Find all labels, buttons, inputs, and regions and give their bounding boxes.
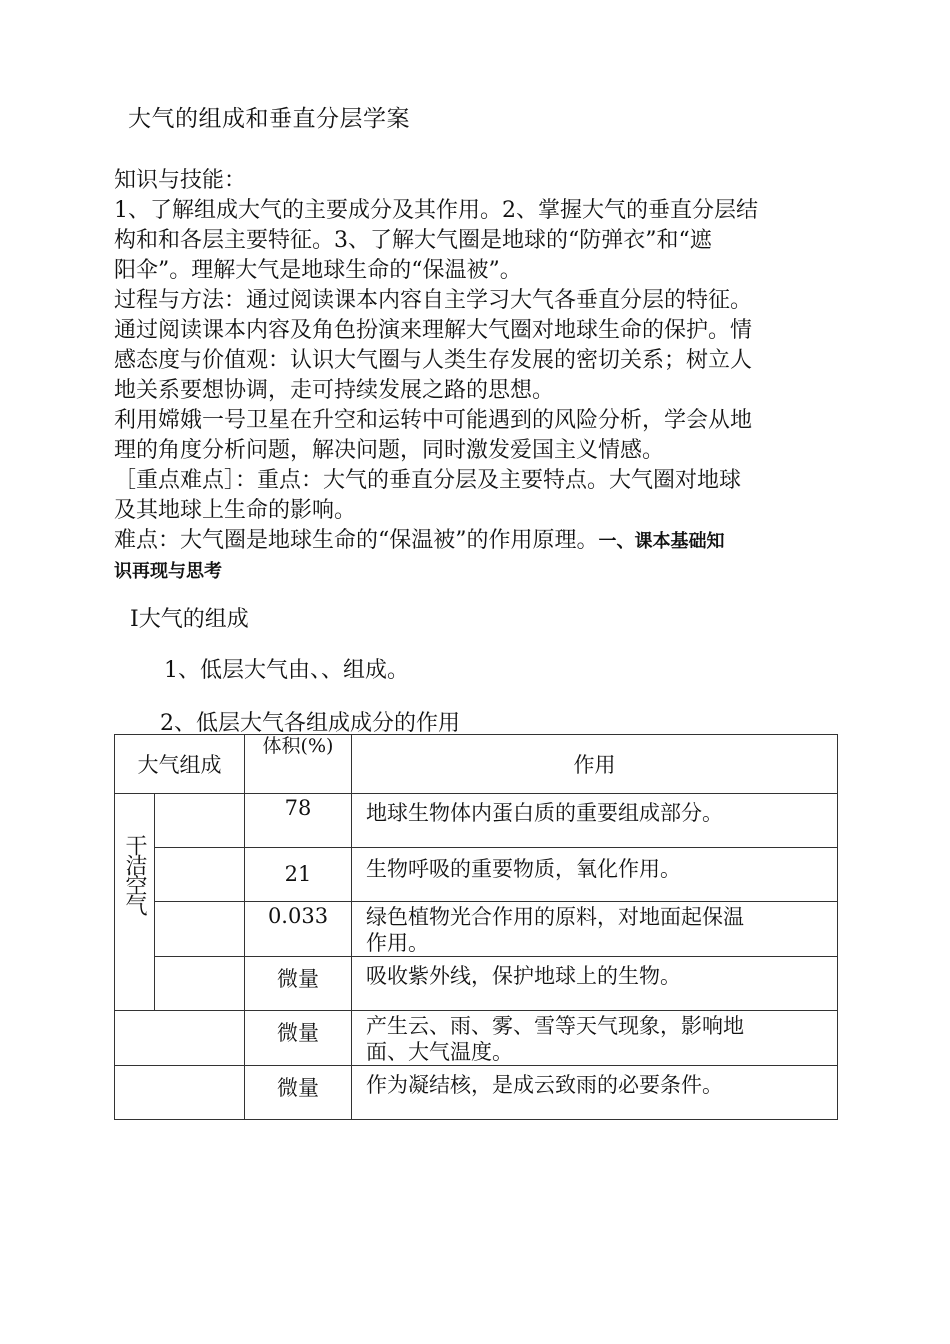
component-cell	[155, 848, 245, 902]
role-cell	[352, 1066, 838, 1120]
objectives-block	[114, 166, 836, 586]
subsection-heading: Ⅰ大气的组成	[130, 607, 249, 632]
question-2: 2、低层大气各组成成分的作用	[160, 711, 460, 736]
role-line: 吸收紫外线，保护地球上的生物。	[366, 964, 681, 988]
text-line: 感态度与价值观：认识大气圈与人类生存发展的密切关系；树立人	[114, 348, 753, 373]
component-cell	[155, 902, 245, 957]
role-line: 生物呼吸的重要物质，氧化作用。	[366, 857, 681, 881]
text-line: 1、了解组成大气的主要成分及其作用。2、掌握大气的垂直分层结	[114, 198, 758, 223]
role-cell	[352, 902, 838, 957]
role-cell	[352, 794, 838, 848]
section-heading-continued	[114, 556, 836, 586]
component-cell	[115, 1011, 245, 1066]
role-line: 产生云、雨、雾、雪等天气现象，影响地	[366, 1014, 744, 1038]
volume-cell: 微量	[245, 1066, 352, 1120]
component-cell	[155, 794, 245, 848]
role-line: 绿色植物光合作用的原料，对地面起保温	[366, 905, 744, 929]
text-line: ［重点难点］：重点：大气的垂直分层及主要特点。大气圈对地球	[114, 468, 742, 493]
text-line: 构和和各层主要特征。3、了解大气圈是地球的“防弹衣”和“遮	[114, 228, 712, 253]
component-cell	[155, 957, 245, 1011]
table-row	[115, 848, 838, 902]
role-line: 地球生物体内蛋白质的重要组成部分。	[366, 801, 723, 825]
text-line: 过程与方法：通过阅读课本内容自主学习大气各垂直分层的特征。	[114, 288, 753, 313]
text-line: 知识与技能：	[114, 168, 247, 193]
text-line: 阳伞”。理解大气是地球生命的“保温被”。	[114, 258, 522, 283]
text-line: 利用嫦娥一号卫星在升空和运转中可能遇到的风险分析，学会从地	[114, 408, 753, 433]
dry-air-label: 干洁空气	[122, 834, 147, 914]
question-1: 1、低层大气由、、组成。	[164, 658, 409, 683]
composition-table	[114, 734, 838, 1120]
role-line: 面、大气温度。	[366, 1040, 513, 1064]
text-line: 通过阅读课本内容及角色扮演来理解大气圈对地球生命的保护。情	[114, 318, 753, 343]
text-line: 及其地球上生命的影响。	[114, 498, 357, 523]
section-heading: 一、课本基础知	[598, 531, 725, 552]
header-role: 作用	[352, 735, 838, 794]
difficulty-line	[114, 526, 836, 556]
difficulty-text: 难点：大气圈是地球生命的“保温被”的作用原理。	[114, 528, 599, 553]
volume-cell: 78	[245, 794, 352, 848]
volume-cell: 21	[245, 848, 352, 902]
dry-air-cell	[115, 794, 155, 1011]
role-cell	[352, 1011, 838, 1066]
table-row	[115, 794, 838, 848]
section-heading-tail: 识再现与思考	[114, 561, 222, 582]
volume-cell: 微量	[245, 1011, 352, 1066]
header-component: 大气组成	[115, 735, 245, 794]
volume-cell: 0.033	[245, 902, 352, 957]
component-cell	[115, 1066, 245, 1120]
role-cell	[352, 848, 838, 902]
document-title: 大气的组成和垂直分层学案	[128, 106, 410, 132]
table-row	[115, 957, 838, 1011]
text-line: 地关系要想协调，走可持续发展之路的思想。	[114, 378, 555, 403]
role-line: 作为凝结核，是成云致雨的必要条件。	[366, 1073, 723, 1097]
role-line: 作用。	[366, 931, 429, 955]
table-row	[115, 1011, 838, 1066]
table-row	[115, 1066, 838, 1120]
table-header-row	[115, 735, 838, 794]
table-row	[115, 902, 838, 957]
text-line: 理的角度分析问题，解决问题，同时激发爱国主义情感。	[114, 438, 665, 463]
volume-cell: 微量	[245, 957, 352, 1011]
role-cell	[352, 957, 838, 1011]
header-volume: 体积(%)	[245, 735, 352, 794]
